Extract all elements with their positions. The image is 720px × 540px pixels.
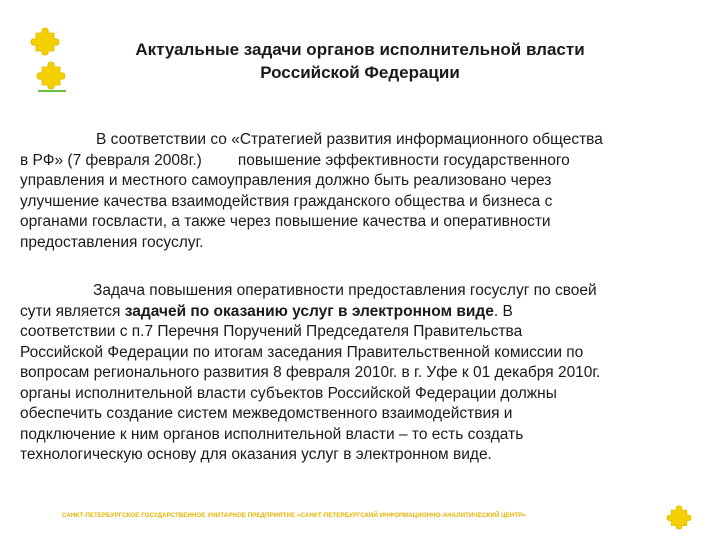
paragraph-line xyxy=(20,302,710,323)
paragraph-fragment: в РФ» (7 февраля 2008г.) xyxy=(20,151,202,169)
paragraph-line: улучшение качества взаимодействия гражданского общества и бизнеса с xyxy=(20,192,553,210)
paragraph-strategy xyxy=(20,130,710,253)
paragraph-line: В соответствии со «Стратегией развития информационного общества xyxy=(96,131,603,148)
paragraph-fragment: повышение эффективности государственного xyxy=(237,151,570,169)
paragraph-line: Задача повышения оперативности предоставления госуслуг по своей xyxy=(93,282,597,299)
paragraph-task xyxy=(20,281,710,466)
puzzle-piece-icon xyxy=(666,504,692,530)
page-title xyxy=(80,38,640,84)
footer-organization: САНКТ-ПЕТЕРБУРГСКОЕ ГОСУДАРСТВЕННОЕ УНИТАРНОЕ ПРЕДПРИЯТИЕ «САНКТ-ПЕТЕРБУРГСКИЙ ИНФОРМАЦИОННО-АНАЛИТИЧЕСКИЙ ЦЕНТР» xyxy=(62,512,526,519)
paragraph-line: обеспечить создание систем межведомственного взаимодействия и xyxy=(20,405,513,422)
paragraph-line: предоставления госуслуг. xyxy=(20,233,204,251)
title-line-1: Актуальные задачи органов исполнительной власти xyxy=(135,40,585,59)
puzzle-piece-icon xyxy=(36,60,68,92)
paragraph-line: технологическую основу для оказания услуг в электронном виде. xyxy=(20,446,492,463)
paragraph-line xyxy=(20,151,710,172)
puzzle-piece-icon xyxy=(30,26,60,56)
paragraph-line: подключение к ним органов исполнительной власти – то есть создать xyxy=(20,425,524,443)
paragraph-line: вопросам регионального развития 8 февраля 2010г. в г. Уфе к 01 декабря 2010г. xyxy=(20,364,601,381)
paragraph-line: органы исполнительной власти субъектов Российской Федерации должны xyxy=(20,384,557,402)
paragraph-line: управления и местного самоуправления должно быть реализовано через xyxy=(20,172,552,189)
paragraph-fragment: сути является xyxy=(20,302,125,320)
paragraph-line: органами госвласти, а также через повышение качества и оперативности xyxy=(20,213,551,230)
paragraph-line: соответствии с п.7 Перечня Поручений Председателя Правительства xyxy=(20,323,523,340)
paragraph-fragment: . В xyxy=(493,302,513,320)
paragraph-line: Российской Федерации по итогам заседания Правительственной комиссии по xyxy=(20,343,584,361)
title-line-2: Российской Федерации xyxy=(260,63,460,82)
emphasis-text: задачей по оказанию услуг в электронном виде xyxy=(124,302,494,320)
